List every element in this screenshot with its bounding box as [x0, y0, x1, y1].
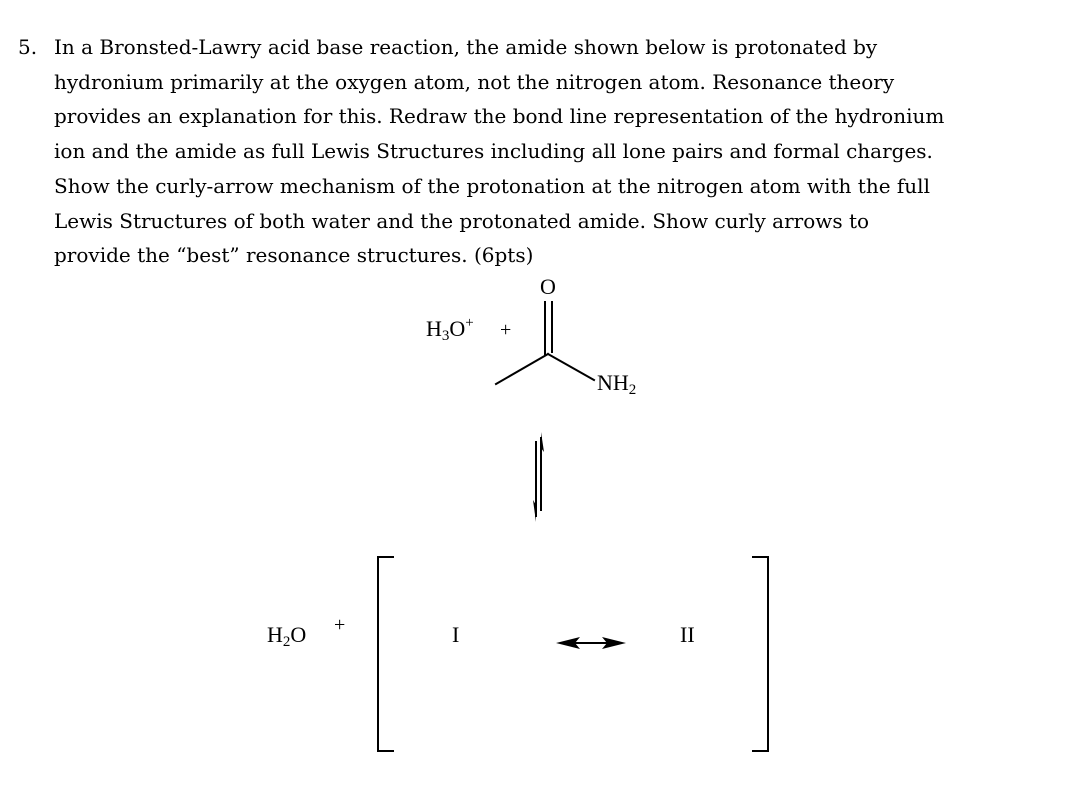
question-line-1: In a Bronsted-Lawry acid base reaction, the amide shown below is protonated by	[54, 35, 878, 59]
amide-amine-label: $NH_2$	[597, 370, 637, 398]
question-line-5: Show the curly-arrow mechanism of the protonation at the nitrogen atom with the full	[54, 173, 930, 198]
right-bracket	[753, 557, 768, 751]
left-bracket	[378, 557, 393, 751]
question-line-7: provide the “best” resonance structures. (6pts)	[54, 243, 534, 268]
hydronium-formula: $H_3O^+$	[426, 315, 474, 344]
question-line-4: ion and the amide as full Lewis Structures including all lone pairs and formal charges.	[54, 139, 933, 164]
resonance-structure-1-label: I	[452, 622, 460, 647]
amide-methyl-bond	[496, 354, 548, 384]
water-formula: $H_2O$	[267, 622, 307, 650]
question-line-3: provides an explanation for this. Redraw the bond line representation of the hydronium	[54, 104, 945, 129]
question-line-2: hydronium primarily at the oxygen atom, not the nitrogen atom. Resonance theory	[54, 69, 895, 94]
reactant-plus-sign: +	[500, 319, 512, 341]
product-plus-sign: +	[334, 614, 346, 636]
amide-cn-bond	[548, 354, 594, 380]
amide-oxygen-label: O	[540, 274, 556, 299]
resonance-structure-2-label: II	[680, 622, 695, 647]
question-number: 5.	[18, 35, 38, 59]
question-line-6: Lewis Structures of both water and the protonated amide. Show curly arrows to	[54, 208, 870, 233]
